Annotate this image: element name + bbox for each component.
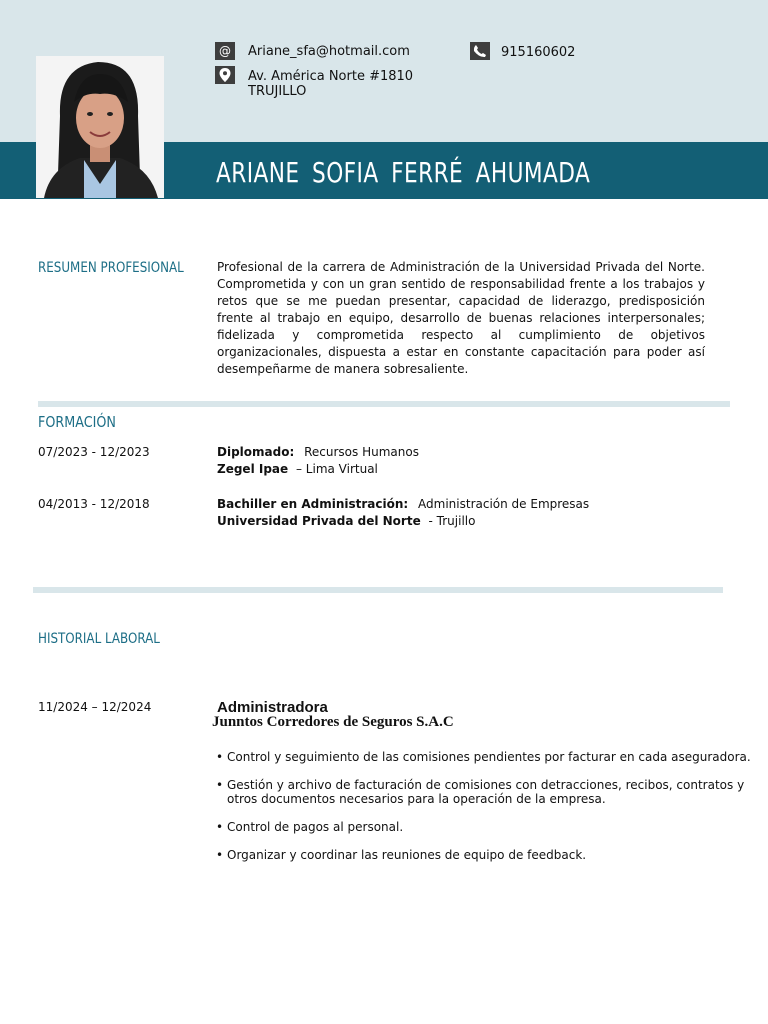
summary-text: Profesional de la carrera de Administración de la Universidad Privada del Norte. Comprometida y con un gran sentido de responsabilidad frente a los trabajos y retos que se me puedan presentar, capacidad de liderazgo, predisposición frente al trabajo en equipo, desarrollo de buenas relaciones interpersonales; fidelizada y comprometida respecto al cumplimiento de objetivos organizacionales, dispuesta a estar en constante capacitación para poder así desempeñarme de manera sobresaliente. [217, 260, 705, 376]
education-degree-line [217, 497, 589, 511]
work-dates: 11/2024 – 12/2024 [38, 700, 152, 714]
responsibility-text: Gestión y archivo de facturación de comisiones con detracciones, recibos, contratos y otros documentos necesarios para la operación de la empresa. [227, 778, 745, 806]
bullet-icon: • [216, 848, 224, 862]
section-divider [33, 587, 723, 593]
education-degree-line [217, 445, 419, 459]
phone-icon [470, 42, 490, 60]
job-company: Junntos Corredores de Seguros S.A.C [212, 714, 454, 730]
education-institution-line [217, 514, 475, 528]
address-line2: TRUJILLO [248, 84, 307, 99]
location-pin-icon [215, 66, 235, 84]
bullet-icon: • [216, 778, 224, 792]
summary-heading: RESUMEN PROFESIONAL [38, 260, 184, 276]
education-institution-line [217, 462, 378, 476]
list-item [215, 848, 767, 862]
institution-location: – Lima Virtual [295, 462, 378, 476]
degree-label: Bachiller en Administración: [217, 497, 409, 511]
job-responsibilities [215, 750, 767, 876]
work-heading: HISTORIAL LABORAL [38, 631, 160, 647]
profile-photo [36, 56, 164, 198]
list-item [215, 778, 767, 806]
degree-label: Diplomado: [217, 445, 295, 459]
institution-name: Universidad Privada del Norte [217, 514, 421, 528]
degree-name: Recursos Humanos [304, 445, 419, 459]
education-dates: 04/2013 - 12/2018 [38, 497, 150, 511]
full-name: ARIANE SOFIA FERRÉ AHUMADA [216, 156, 591, 189]
responsibility-text: Organizar y coordinar las reuniones de equipo de feedback. [227, 848, 587, 862]
list-item [215, 750, 767, 764]
responsibility-text: Control y seguimiento de las comisiones pendientes por facturar en cada aseguradora. [227, 750, 751, 764]
education-heading: FORMACIÓN [38, 413, 116, 431]
responsibility-text: Control de pagos al personal. [227, 820, 404, 834]
address-line1: Av. América Norte #1810 [248, 69, 414, 84]
institution-name: Zegel Ipae [217, 462, 289, 476]
bullet-icon: • [216, 750, 224, 764]
bullet-icon: • [216, 820, 224, 834]
list-item [215, 820, 767, 834]
email-text[interactable]: Ariane_sfa@hotmail.com [248, 44, 410, 59]
institution-location: - Trujillo [428, 514, 476, 528]
education-dates: 07/2023 - 12/2023 [38, 445, 150, 459]
at-icon: @ [215, 42, 235, 60]
degree-name: Administración de Empresas [418, 497, 590, 511]
phone-text[interactable]: 915160602 [501, 45, 576, 60]
profile-photo-illustration [36, 56, 164, 198]
section-divider [38, 401, 730, 407]
job-title: Administradora [217, 699, 328, 716]
